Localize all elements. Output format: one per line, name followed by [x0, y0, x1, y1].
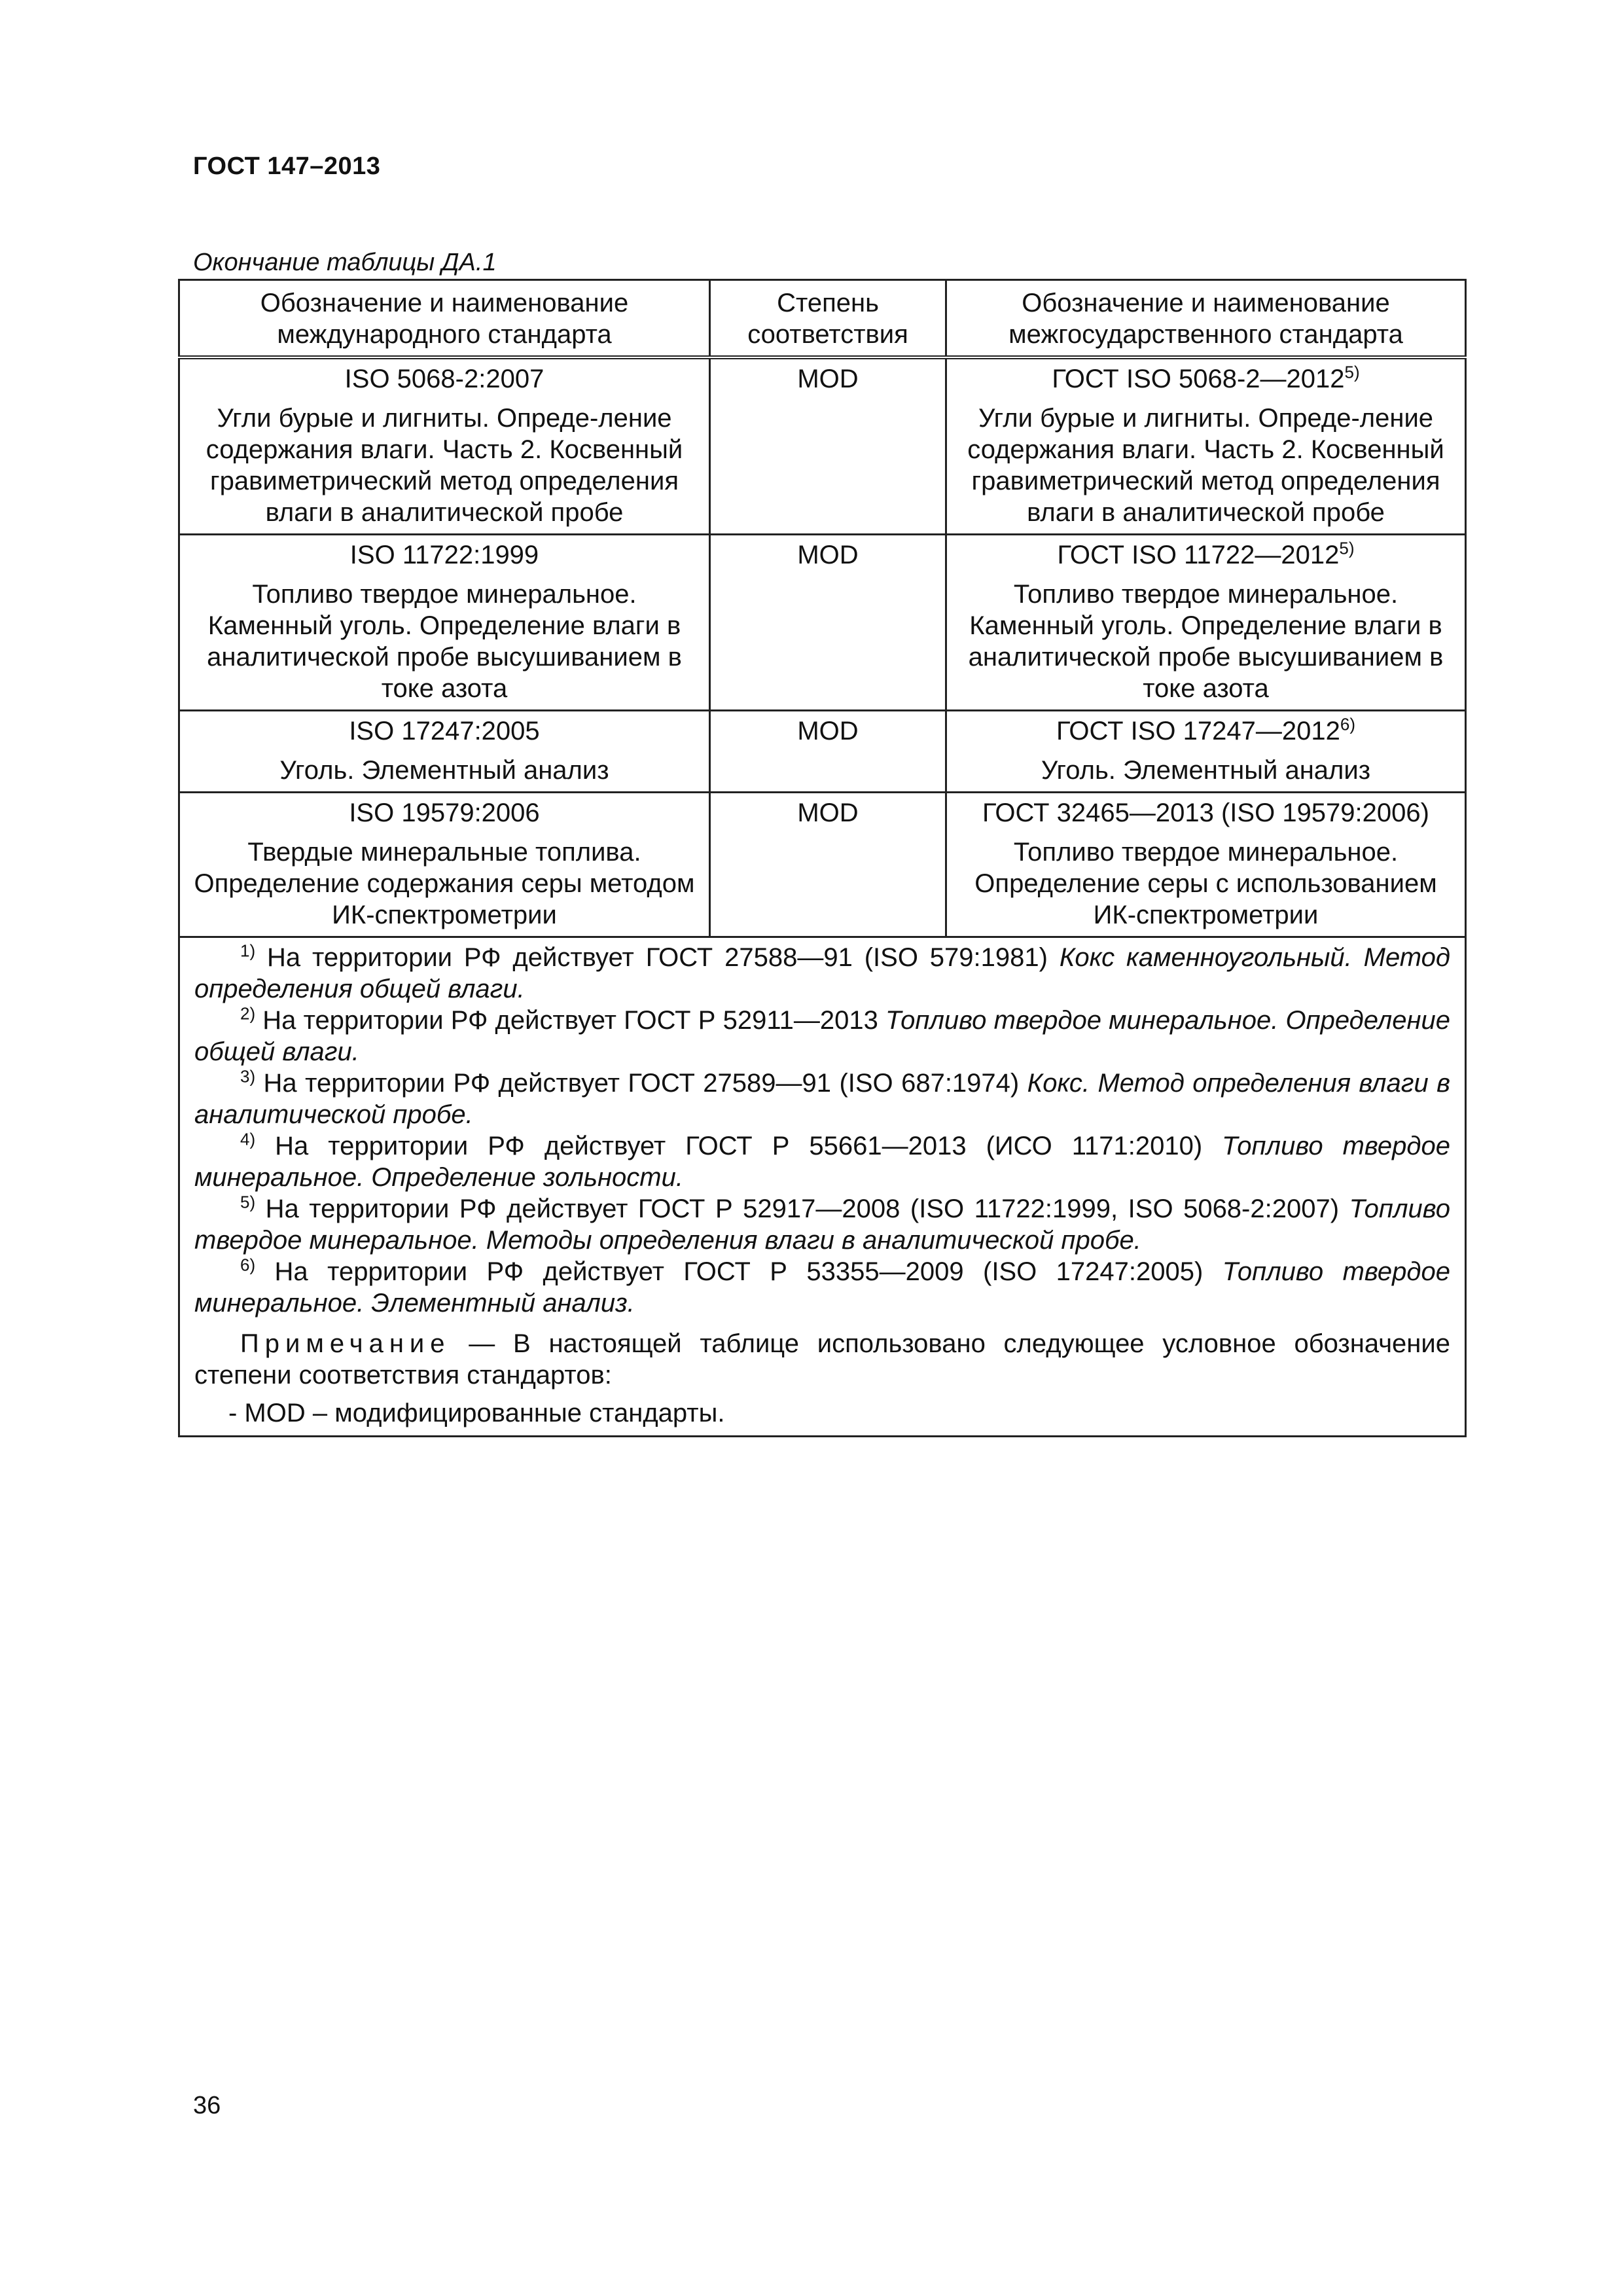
footnote	[194, 1130, 1450, 1193]
international-code: ISO 19579:2006	[349, 798, 540, 827]
footnote-text: На территории РФ действует ГОСТ Р 55661—2013 (ИСО 1171:2010)	[275, 1132, 1203, 1160]
footnote	[194, 1005, 1450, 1067]
table-note	[194, 1328, 1450, 1391]
interstate-name: Топливо твердое минеральное. Определение серы с использованием ИК-спектрометрии	[974, 838, 1437, 929]
column-header-interstate: Обозначение и наименование межгосударственного стандарта	[946, 280, 1466, 358]
document-id: ГОСТ 147–2013	[193, 152, 381, 180]
interstate-code: ГОСТ 32465—2013 (ISO 19579:2006)	[982, 798, 1429, 827]
standards-table	[178, 279, 1467, 1437]
interstate-code-line	[955, 363, 1457, 395]
footnote-mark: 4)	[240, 1129, 256, 1149]
note-text: — В настоящей таблице использовано следующее условное обозначение степени соответствия стандартов:	[194, 1329, 1450, 1390]
international-standard-cell	[179, 357, 710, 535]
footnote-mark: 3)	[240, 1066, 256, 1086]
international-name: Угли бурые и лигниты. Опреде-ление содержания влаги. Часть 2. Косвенный гравиметрический метод определения влаги в аналитической пробе	[205, 404, 683, 527]
international-standard-cell	[179, 711, 710, 793]
international-name: Твердые минеральные топлива. Определение содержания серы методом ИК-спектрометрии	[194, 838, 695, 929]
degree-cell: MOD	[710, 535, 946, 711]
table-row	[179, 357, 1466, 535]
international-standard-cell	[179, 793, 710, 937]
footnote-mark: 1)	[240, 941, 256, 961]
footnote-mark: 5)	[240, 1192, 256, 1212]
footnote-text: На территории РФ действует ГОСТ Р 52917—2008 (ISO 11722:1999, ISO 5068-2:2007)	[265, 1194, 1340, 1223]
table-row	[179, 711, 1466, 793]
international-standard-cell	[179, 535, 710, 711]
international-code: ISO 17247:2005	[349, 717, 540, 745]
interstate-standard-cell	[946, 535, 1466, 711]
table-row	[179, 535, 1466, 711]
footnote-title: Топливо твердое минеральное. Методы определения влаги в аналитической пробе.	[194, 1194, 1450, 1255]
footnote-reference: 5)	[1344, 362, 1360, 382]
degree-cell: MOD	[710, 357, 946, 535]
international-name: Уголь. Элементный анализ	[279, 756, 609, 785]
footnote	[194, 942, 1450, 1005]
international-name: Топливо твердое минеральное. Каменный уголь. Определение влаги в аналитической пробе высушиванием в токе азота	[207, 580, 682, 703]
note-item: - MOD – модифицированные стандарты.	[228, 1399, 725, 1427]
interstate-name: Угли бурые и лигниты. Опреде-ление содержания влаги. Часть 2. Косвенный гравиметрический метод определения влаги в аналитической пробе	[967, 404, 1444, 527]
footnote-reference: 5)	[1339, 538, 1355, 558]
footnote-title: Топливо твердое минеральное. Элементный анализ.	[194, 1257, 1450, 1318]
footnotes-cell	[179, 937, 1466, 1437]
international-code: ISO 11722:1999	[349, 541, 539, 569]
footnote	[194, 1256, 1450, 1319]
interstate-code-line	[955, 797, 1457, 829]
footnote	[194, 1193, 1450, 1256]
footnote-text: На территории РФ действует ГОСТ 27588—91 (ISO 579:1981)	[267, 943, 1048, 972]
footnote-title: Кокс. Метод определения влаги в аналитической пробе.	[194, 1069, 1450, 1129]
interstate-standard-cell	[946, 793, 1466, 937]
interstate-name: Уголь. Элементный анализ	[1041, 756, 1371, 785]
interstate-standard-cell	[946, 357, 1466, 535]
footnote-text: На территории РФ действует ГОСТ Р 52911—2013	[262, 1006, 878, 1035]
footnote-title: Топливо твердое минеральное. Определение общей влаги.	[194, 1006, 1450, 1066]
column-header-degree: Степень соответствия	[710, 280, 946, 358]
table-row	[179, 793, 1466, 937]
degree-cell: MOD	[710, 711, 946, 793]
footnote-mark: 2)	[240, 1003, 256, 1024]
interstate-code-line	[955, 539, 1457, 571]
interstate-standard-cell	[946, 711, 1466, 793]
degree-cell: MOD	[710, 793, 946, 937]
interstate-code: ГОСТ ISO 11722—2012	[1057, 541, 1340, 569]
note-label: Примечание	[240, 1329, 451, 1358]
footnote-text: На территории РФ действует ГОСТ 27589—91 (ISO 687:1974)	[263, 1069, 1020, 1098]
interstate-name: Топливо твердое минеральное. Каменный уголь. Определение влаги в аналитической пробе высушиванием в токе азота	[968, 580, 1444, 703]
interstate-code: ГОСТ ISO 5068-2—2012	[1052, 365, 1345, 393]
interstate-code-line	[955, 715, 1457, 747]
footnote-text: На территории РФ действует ГОСТ Р 53355—2009 (ISO 17247:2005)	[274, 1257, 1204, 1286]
standards-table-container	[178, 279, 1465, 1437]
footnote	[194, 1067, 1450, 1130]
footnote-reference: 6)	[1340, 714, 1355, 734]
column-header-international: Обозначение и наименование международного стандарта	[179, 280, 710, 358]
table-header-row	[179, 280, 1466, 358]
footnotes-row	[179, 937, 1466, 1437]
footnote-title: Кокс каменноугольный. Метод определения общей влаги.	[194, 943, 1450, 1003]
footnote-mark: 6)	[240, 1255, 256, 1275]
international-code: ISO 5068-2:2007	[344, 365, 544, 393]
page-number: 36	[193, 2092, 221, 2119]
table-caption: Окончание таблицы ДА.1	[193, 249, 497, 276]
interstate-code: ГОСТ ISO 17247—2012	[1056, 717, 1340, 745]
footnote-title: Топливо твердое минеральное. Определение зольности.	[194, 1132, 1450, 1192]
